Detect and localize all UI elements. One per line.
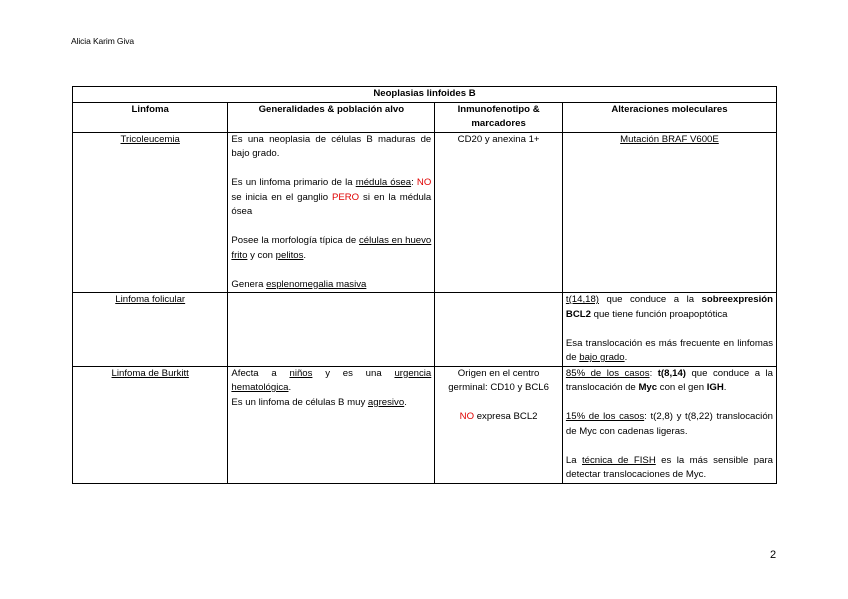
table-title-row <box>73 87 777 103</box>
general-paragraph: Genera esplenomegalia masiva <box>231 278 367 290</box>
lymphoma-name-cell <box>73 366 228 483</box>
lymphoma-name: Linfoma folicular <box>115 294 186 305</box>
immuno-paragraph: Origen en el centro germinal: CD10 y BCL6 <box>448 367 549 393</box>
general-paragraph: Es un linfoma de células B muy agresivo. <box>231 396 407 408</box>
lymphoma-name-cell <box>73 132 228 293</box>
document-author-header: Alicia Karim Giva <box>71 36 135 46</box>
column-header-inmunofenotipo: Inmunofenotipo & marcadores <box>435 102 563 132</box>
general-paragraph: Es una neoplasia de células B maduras de bajo grado. <box>231 133 432 159</box>
column-header-generalidades: Generalidades & población alvo <box>228 102 435 132</box>
immuno-cell <box>435 366 563 483</box>
molecular-paragraph: Esa translocación es más frecuente en linfomas de bajo grado. <box>565 337 773 363</box>
table-row <box>73 366 777 483</box>
general-cell <box>228 132 435 293</box>
molecular-text: Mutación BRAF V600E <box>620 133 719 145</box>
general-paragraph: Es un linfoma primario de la médula ósea: NO se inicia en el ganglio PERO si en la médula ósea <box>231 177 432 217</box>
column-header-alteraciones: Alteraciones moleculares <box>562 102 776 132</box>
general-paragraph: Afecta a niños y es una urgencia hematológica. <box>231 367 432 393</box>
molecular-cell <box>562 132 776 293</box>
molecular-paragraph: La técnica de FISH es la más sensible para detectar translocaciones de Myc. <box>565 454 773 480</box>
molecular-paragraph: 15% de los casos: t(2,8) y t(8,22) translocación de Myc con cadenas ligeras. <box>565 411 773 437</box>
table-header-row <box>73 102 777 132</box>
immuno-cell <box>435 132 563 293</box>
lymphoma-name: Tricoleucemia <box>120 133 180 145</box>
molecular-paragraph: t(14,18) que conduce a la sobreexpresión BCL2 que tiene función proapoptótica <box>565 294 773 320</box>
general-cell <box>228 293 435 367</box>
molecular-cell <box>562 366 776 483</box>
lymphoma-name-cell <box>73 293 228 367</box>
immuno-text: CD20 y anexina 1+ <box>457 133 540 145</box>
general-cell <box>228 366 435 483</box>
page-number: 2 <box>770 549 777 561</box>
table-title: Neoplasias linfoides B <box>73 87 777 103</box>
table-row <box>73 293 777 367</box>
table-row <box>73 132 777 293</box>
column-header-linfoma: Linfoma <box>73 102 228 132</box>
immuno-cell <box>435 293 563 367</box>
lymphoid-neoplasms-table <box>72 86 777 484</box>
molecular-paragraph: 85% de los casos: t(8,14) que conduce a la translocación de Myc con el gen IGH. <box>565 367 773 393</box>
molecular-cell <box>562 293 776 367</box>
immuno-paragraph: NO expresa BCL2 <box>459 411 538 422</box>
lymphoma-name: Linfoma de Burkitt <box>111 367 189 379</box>
general-paragraph: Posee la morfología típica de células en huevo frito y con pelitos. <box>231 235 432 261</box>
